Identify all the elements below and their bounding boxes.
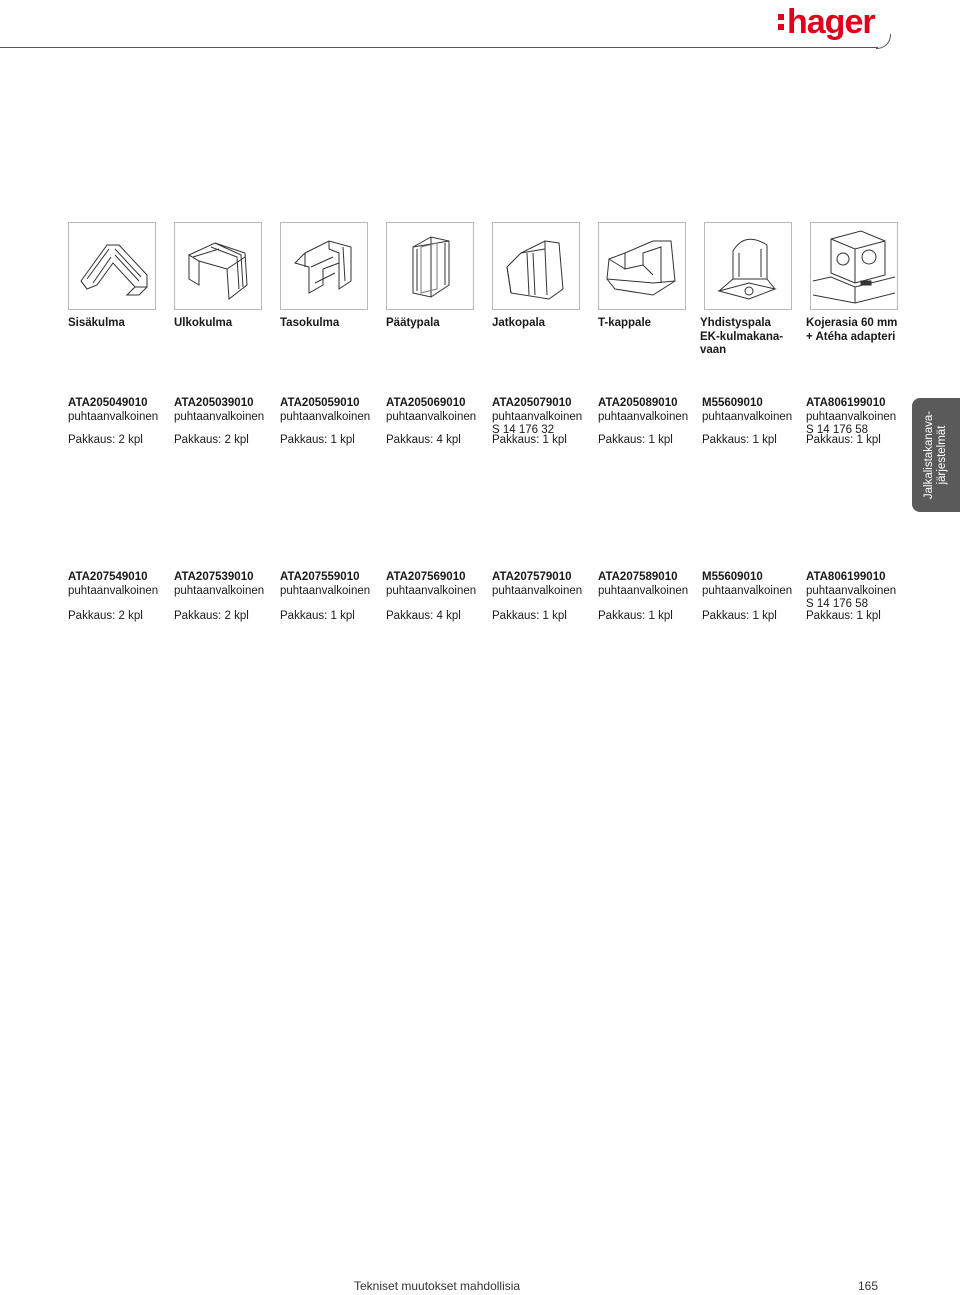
product-reference: S 14 176 58: [806, 598, 869, 610]
flat-corner-icon: [280, 222, 368, 310]
product-code: ATA205059010: [280, 397, 360, 409]
product-entry: [386, 397, 490, 446]
product-code: ATA205039010: [174, 397, 254, 409]
connector-piece-icon: [704, 222, 792, 310]
product-reference: S 14 176 32: [492, 424, 555, 436]
package-qty: Pakkaus: 1 kpl: [702, 610, 777, 622]
package-qty: Pakkaus: 1 kpl: [280, 434, 355, 446]
product-name-end-cap: Päätypala: [386, 317, 440, 329]
section-side-tab: [912, 398, 960, 512]
header-rule: [0, 47, 878, 48]
product-entry: [806, 397, 910, 446]
product-entry: [280, 397, 384, 446]
product-entry: [68, 571, 172, 622]
package-qty: Pakkaus: 1 kpl: [492, 610, 567, 622]
product-color: puhtaanvalkoinen: [702, 410, 793, 423]
product-code: ATA207579010: [492, 571, 572, 583]
side-tab-line-2: järjestelmät: [936, 425, 948, 485]
product-name-t-piece: T-kappale: [598, 317, 652, 329]
product-name-outer-corner: Ulkokulma: [174, 317, 233, 329]
product-entry: [702, 397, 806, 446]
product-code: ATA207589010: [598, 571, 678, 583]
logo-dots: [778, 14, 784, 30]
t-piece-icon: [598, 222, 686, 310]
product-color: puhtaanvalkoinen: [386, 410, 477, 423]
product-color: puhtaanvalkoinen: [806, 584, 897, 597]
outer-corner-icon: [174, 222, 262, 310]
product-entry: [702, 571, 806, 622]
product-color: puhtaanvalkoinen: [68, 584, 159, 597]
product-code: M55609010: [702, 397, 763, 409]
product-color: puhtaanvalkoinen: [492, 410, 583, 423]
product-color: puhtaanvalkoinen: [68, 410, 159, 423]
page-number: 165: [858, 1279, 879, 1293]
package-qty: Pakkaus: 1 kpl: [806, 434, 881, 446]
product-entry: [386, 571, 490, 622]
product-reference: S 14 176 58: [806, 424, 869, 436]
product-entry: [280, 571, 384, 622]
joint-cover-icon: [492, 222, 580, 310]
product-code: ATA806199010: [806, 571, 886, 583]
product-color: puhtaanvalkoinen: [492, 584, 583, 597]
product-color: puhtaanvalkoinen: [280, 584, 371, 597]
product-name-flat-corner: Tasokulma: [280, 317, 340, 329]
product-name-inner-corner: Sisäkulma: [68, 317, 125, 329]
product-color: puhtaanvalkoinen: [386, 584, 477, 597]
package-qty: Pakkaus: 1 kpl: [598, 434, 673, 446]
product-code: ATA207559010: [280, 571, 360, 583]
package-qty: Pakkaus: 2 kpl: [174, 434, 249, 446]
product-entry: [492, 397, 596, 446]
product-code: ATA205049010: [68, 397, 148, 409]
package-qty: Pakkaus: 2 kpl: [68, 434, 143, 446]
logo-text: hager: [787, 3, 875, 41]
product-entry: [492, 571, 596, 622]
package-qty: Pakkaus: 2 kpl: [174, 610, 249, 622]
product-name-connector: Yhdistyspala EK-kulmakana- vaan: [700, 317, 784, 356]
package-qty: Pakkaus: 4 kpl: [386, 610, 461, 622]
package-qty: Pakkaus: 1 kpl: [598, 610, 673, 622]
package-qty: Pakkaus: 2 kpl: [68, 610, 143, 622]
product-code: ATA205069010: [386, 397, 466, 409]
product-color: puhtaanvalkoinen: [806, 410, 897, 423]
device-box-icon: [810, 222, 898, 310]
side-tab-line-1: Jalkalistakanava-: [923, 410, 935, 500]
product-entry: [598, 397, 702, 446]
product-name-joint-cover: Jatkopala: [492, 317, 546, 329]
hager-logo: [778, 2, 875, 42]
product-code: M55609010: [702, 571, 763, 583]
package-qty: Pakkaus: 1 kpl: [806, 610, 881, 622]
product-color: puhtaanvalkoinen: [174, 410, 265, 423]
package-qty: Pakkaus: 1 kpl: [280, 610, 355, 622]
product-code: ATA207569010: [386, 571, 466, 583]
product-entry: [598, 571, 702, 622]
footer-note: Tekniset muutokset mahdollisia: [354, 1279, 521, 1293]
product-color: puhtaanvalkoinen: [702, 584, 793, 597]
package-qty: Pakkaus: 1 kpl: [702, 434, 777, 446]
product-entry: [174, 571, 278, 622]
product-color: puhtaanvalkoinen: [598, 584, 689, 597]
inner-corner-icon: [68, 222, 156, 310]
product-entry: [174, 397, 278, 446]
product-code: ATA207539010: [174, 571, 254, 583]
end-cap-icon: [386, 222, 474, 310]
package-qty: Pakkaus: 4 kpl: [386, 434, 461, 446]
product-color: puhtaanvalkoinen: [280, 410, 371, 423]
section-side-tab-label: [923, 411, 949, 499]
product-color: puhtaanvalkoinen: [174, 584, 265, 597]
product-code: ATA205089010: [598, 397, 678, 409]
product-code: ATA207549010: [68, 571, 148, 583]
product-color: puhtaanvalkoinen: [598, 410, 689, 423]
product-entry: [806, 571, 910, 622]
product-code: ATA205079010: [492, 397, 572, 409]
product-name-device-box: Kojerasia 60 mm + Atéha adapteri: [806, 317, 898, 343]
product-code: ATA806199010: [806, 397, 886, 409]
product-entry: [68, 397, 172, 446]
header-rule-curve: [876, 34, 891, 49]
package-qty: Pakkaus: 1 kpl: [492, 434, 567, 446]
